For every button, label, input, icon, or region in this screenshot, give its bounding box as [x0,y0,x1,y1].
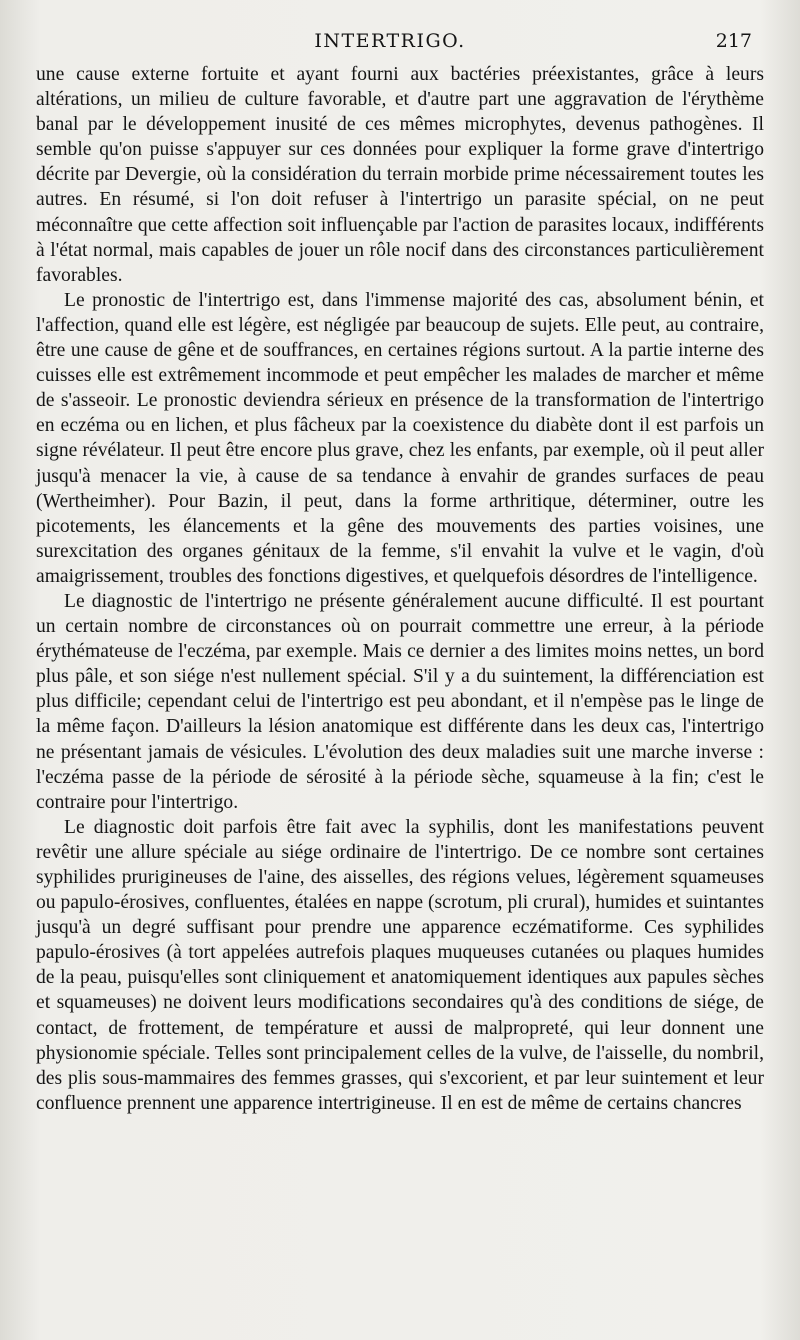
page-header [0,30,800,60]
paragraph-diagnostic-eczema: Le diagnostic de l'intertrigo ne présente généralement aucune difficulté. Il est pourtant un certain nombre de circonstances où on pourrait commettre une erreur, à la période érythémateuse de l'eczéma, par exemple. Mais ce dernier a des limites moins nettes, un bord plus pâle, et son siége n'est nullement spécial. S'il y a du suintement, la différenciation est plus difficile; cependant celui de l'intertrigo est peu abondant, et il n'empèse pas le linge de la même façon. D'ailleurs la lésion anatomique est différente dans les deux cas, l'intertrigo ne présentant jamais de vésicules. L'évolution des deux maladies suit une marche inverse : l'eczéma passe de la période de sérosité à la période sèche, squameuse à la fin; c'est le contraire pour l'intertrigo. [36,590,764,813]
paragraph-pronostic: Le pronostic de l'intertrigo est, dans l'immense majorité des cas, absolument bénin, et l'affection, quand elle est légère, est négligée par beaucoup de sujets. Elle peut, au contraire, être une cause de gêne et de souffrances, en certaines régions surtout. A la partie interne des cuisses elle est extrêmement incommode et peut empêcher les malades de marcher et même de s'asseoir. Le pronostic deviendra sérieux en présence de la transformation de l'intertrigo en eczéma ou en lichen, et plus fâcheux par la coexistence du diabète dont il est parfois un signe révélateur. Il peut être encore plus grave, chez les enfants, par exemple, où il peut aller jusqu'à menacer la vie, à cause de sa tendance à envahir de grandes surfaces de peau (Wertheimher). Pour Bazin, il peut, dans la forme arthritique, déterminer, outre les picotements, les élancements et la gêne des mouvements des parties voisines, une surexcitation des organes génitaux de la femme, s'il envahit la vulve et le vagin, d'où amaigrissement, troubles des fonctions digestives, et quelquefois désordres de l'intelligence. [36,289,764,587]
paragraph-continuation: une cause externe fortuite et ayant fourni aux bactéries préexistantes, grâce à leurs altérations, un milieu de culture favorable, et d'autre part une aggravation de l'érythème banal par le développement inusité de ces mêmes microphytes, devenus pathogènes. Il semble qu'on puisse s'appuyer sur ces données pour expliquer la forme grave d'intertrigo décrite par Devergie, où la considération du terrain morbide prime nécessairement toutes les autres. En résumé, si l'on doit refuser à l'intertrigo un parasite spécial, on ne peut méconnaître que cette affection soit influençable par l'action de parasites locaux, indifférents à l'état normal, mais capables de jouer un rôle nocif dans des circonstances particulièrement favorables. [36,64,764,286]
body-text [36,62,764,1116]
paragraph-diagnostic-syphilis: Le diagnostic doit parfois être fait avec la syphilis, dont les manifestations peuvent revêtir une allure spéciale au siége ordinaire de l'intertrigo. De ce nombre sont certaines syphilides prurigineuses de l'aine, des aisselles, des régions velues, légèrement squameuses ou papulo-érosives, confluentes, étalées en nappe (scrotum, pli crural), humides et suintantes jusqu'à un degré suffisant pour prendre une apparence eczématiforme. Ces syphilides papulo-érosives (à tort appelées autrefois plaques muqueuses cutanées ou plaques humides de la peau, puisqu'elles sont cliniquement et anatomiquement identiques aux papules sèches et squameuses) ne doivent leurs modifications secondaires qu'à des conditions de siége, de contact, de frottement, de température et aussi de malpropreté, qui leur donnent une physionomie spéciale. Telles sont principalement celles de la vulve, de l'aisselle, du nombril, des plis sous-mammaires des femmes grasses, qui s'excorient, et par leur suintement et leur confluence prennent une apparence intertrigineuse. Il en est de même de certains chancres [36,816,764,1114]
running-title: INTERTRIGO. [314,30,466,52]
page-number: 217 [715,30,752,52]
